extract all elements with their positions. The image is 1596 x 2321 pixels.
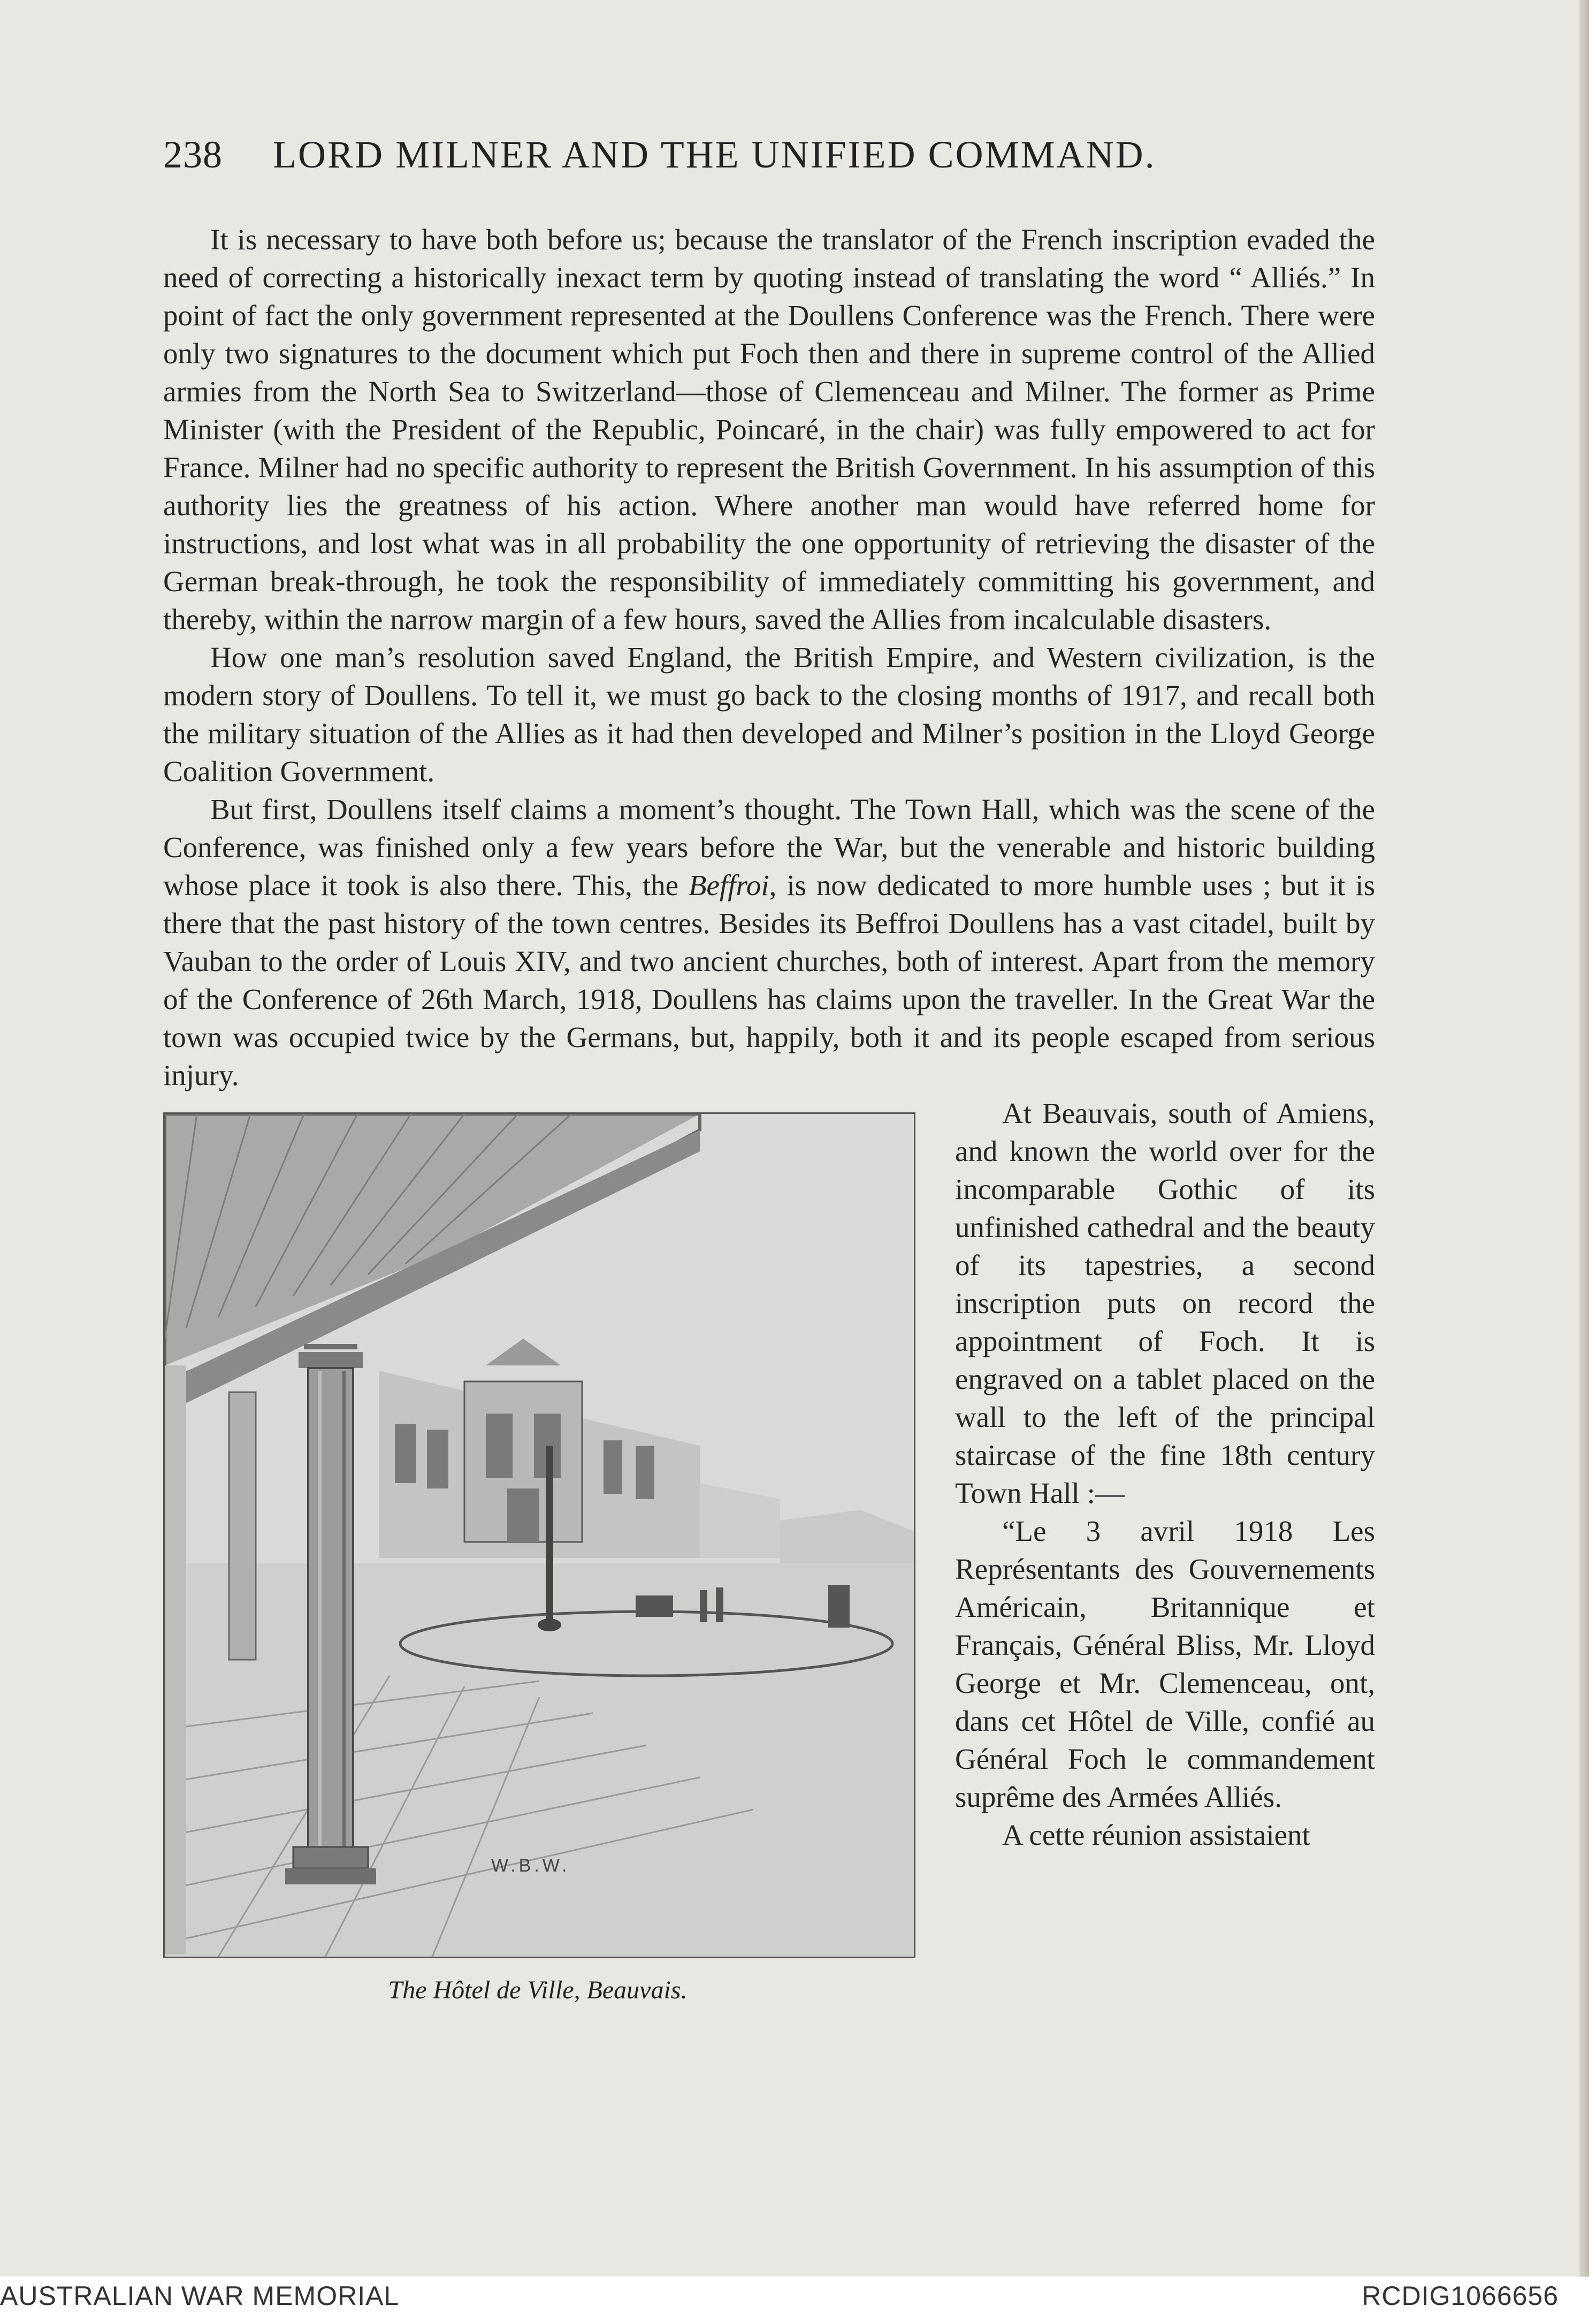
- page-title: LORD MILNER AND THE UNIFIED COMMAND.: [273, 133, 1156, 176]
- sketch-hotel-de-ville: [163, 1112, 915, 1958]
- page-number: 238: [163, 133, 223, 176]
- paragraph-4: At Beauvais, south of Amiens, and known the world over for the incomparable Gothic of its unfinished cathedral and the beauty of its tapestries, a second inscription puts on record the appointment of Foch. It is engraved on a tablet placed on the wall to the left of the principal staircase of the fine 18th century Town Hall :—: [955, 1097, 1375, 1509]
- body-text: [163, 220, 1375, 2041]
- illustration-block: [163, 1112, 955, 2041]
- illustration-caption: The Hôtel de Ville, Beauvais.: [388, 1976, 688, 2004]
- artist-signature: W.B.W.: [491, 1856, 570, 1876]
- sketch-drawing: [165, 1114, 914, 1957]
- paragraph-3: But first, Doullens itself claims a moment’s thought. The Town Hall, which was the scene of the Conference, was finished only a few years before the War, but the venerable and historic building whose place it took is also there. This, the Beffroi, is now dedicated to more humble uses ; but it is there that the past history of the town centres. Besides its Beffroi Doullens has a vast citadel, built by Vauban to the order of Louis XIV, and two ancient churches, both of interest. Apart from the memory of the Conference of 26th March, 1918, Doullens has claims upon the traveller. In the Great War the town was occupied twice by the Germans, but, happily, both it and its people escaped from serious injury.: [163, 793, 1375, 1091]
- footer-archive-name: AUSTRALIAN WAR MEMORIAL: [0, 2281, 400, 2311]
- running-head: [163, 133, 1378, 186]
- paragraph-2: How one man’s resolution saved England, the British Empire, and Western civilization, is the modern story of Doullens. To tell it, we must go back to the closing months of 1917, and recall both the military situation of the Allies as it had then developed and Milner’s position in the Lloyd George Coalition Government.: [163, 641, 1375, 788]
- footer-record-id: RCDIG1066656: [1362, 2281, 1559, 2311]
- paragraph-6: A cette réunion assistaient: [1002, 1819, 1310, 1851]
- italic-word: Beffroi: [688, 869, 769, 902]
- paragraph-1: It is necessary to have both before us; because the translator of the French inscription evaded the need of correcting a historically inexact term by quoting instead of translating the word “ Alliés.” In point of fact the only government represented at the Doullens Conference was the French. There were only two signatures to the document which put Foch then and there in supreme control of the Allied armies from the North Sea to Switzerland—those of Clemenceau and Milner. The former as Prime Minister (with the President of the Republic, Poincaré, in the chair) was fully empowered to act for France. Milner had no specific authority to represent the British Government. In his assumption of this authority lies the greatness of his action. Where another man would have referred home for instructions, and lost what was in all probability the one opportunity of retrieving the disaster of the German break-through, he took the responsibility of immediately committing his government, and thereby, within the narrow margin of a few hours, saved the Allies from incalculable disasters.: [163, 223, 1375, 636]
- paragraph-5: “Le 3 avril 1918 Les Représentants des Gouvernements Américain, Britannique et Français, Général Bliss, Mr. Lloyd George et Mr. Clemenceau, ont, dans cet Hôtel de Ville, confié au Général Foch le commandement suprême des Armées Alliés.: [955, 1515, 1375, 1813]
